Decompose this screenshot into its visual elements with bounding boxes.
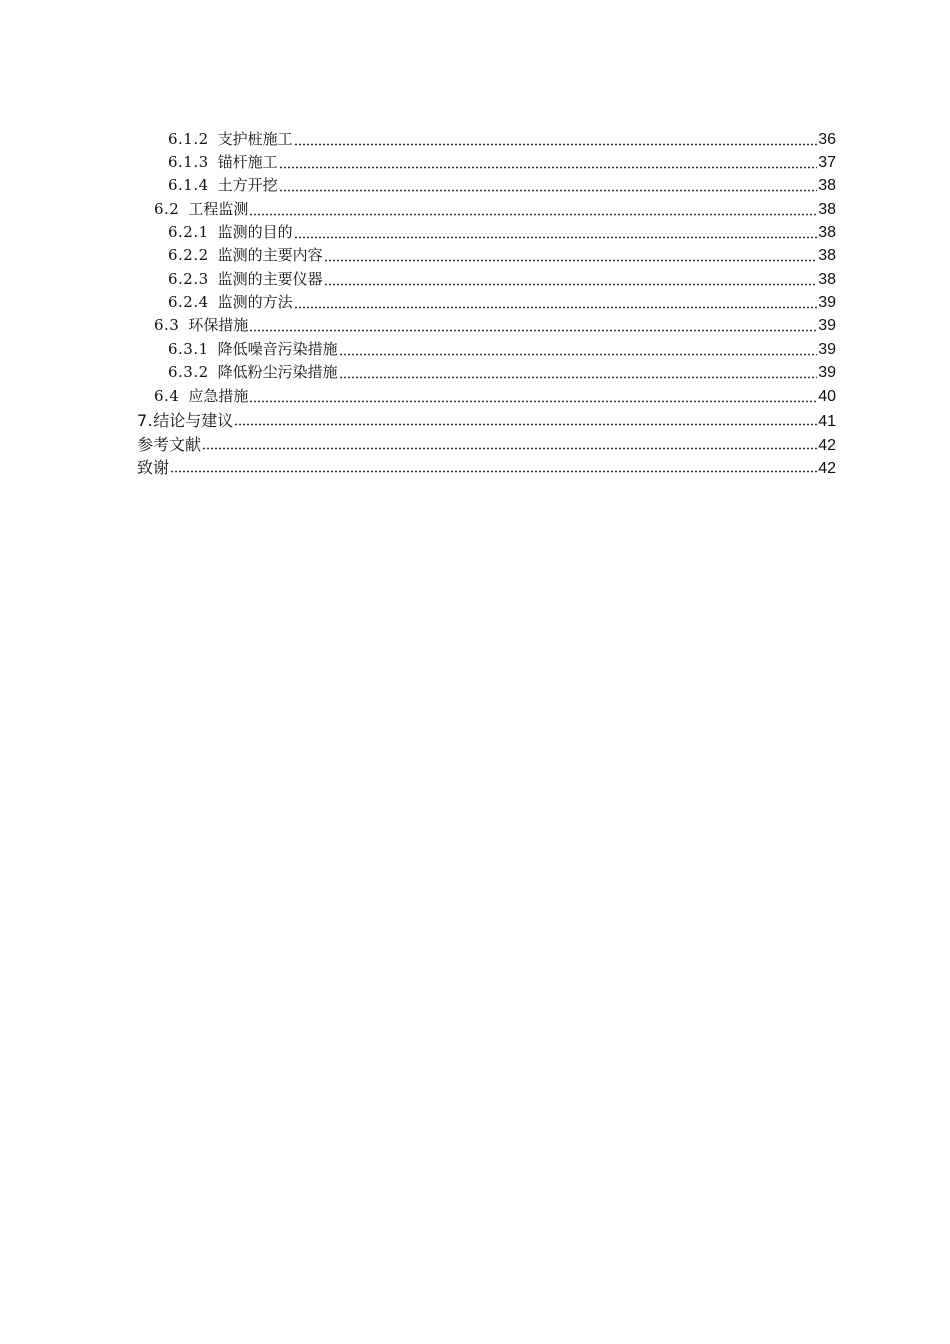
toc-entry-page: 39 — [818, 317, 836, 334]
dot-leader — [249, 400, 817, 403]
toc-entry-number: 6.1.2 — [168, 130, 209, 148]
toc-entry-page: 39 — [818, 341, 836, 358]
toc-entry-page: 39 — [818, 364, 836, 381]
toc-entry-6-1-4[interactable] — [168, 174, 836, 197]
toc-entry-number: 6.1.4 — [168, 176, 209, 194]
toc-entry-6-4[interactable] — [154, 385, 836, 408]
toc-entry-title: 致谢 — [137, 458, 170, 477]
toc-entry-7[interactable] — [137, 408, 836, 431]
toc-entry-6-2[interactable] — [154, 198, 836, 221]
toc-entry-page: 38 — [818, 224, 836, 241]
toc-entry-acknowledgements[interactable] — [137, 455, 836, 478]
toc-entry-6-3-1[interactable] — [168, 338, 836, 361]
toc-entry-page: 42 — [818, 460, 836, 477]
toc-entry-page: 38 — [818, 201, 836, 218]
toc-entry-page: 41 — [818, 413, 836, 430]
dot-leader — [279, 189, 818, 192]
dot-leader — [294, 143, 818, 146]
toc-entry-number: 6.3 — [154, 316, 180, 334]
toc-entry-6-3-2[interactable] — [168, 361, 836, 384]
dot-leader — [202, 447, 817, 450]
dot-leader — [324, 259, 818, 262]
dot-leader — [234, 423, 817, 426]
toc-entry-6-2-4[interactable] — [168, 291, 836, 314]
toc-entry-title: 监测的主要内容 — [217, 246, 323, 264]
toc-entry-number: 7. — [137, 411, 154, 430]
dot-leader — [294, 236, 818, 239]
toc-entry-number: 6.2.3 — [168, 270, 209, 288]
toc-entry-number: 6.2.4 — [168, 293, 209, 311]
dot-leader — [339, 353, 818, 356]
toc-entry-page: 37 — [818, 154, 836, 171]
toc-entry-6-2-2[interactable] — [168, 244, 836, 267]
toc-entry-page: 42 — [818, 437, 836, 454]
toc-entry-number: 6.3.2 — [168, 363, 209, 381]
toc-entry-page: 39 — [818, 294, 836, 311]
dot-leader — [339, 376, 818, 379]
toc-entry-number: 6.2.1 — [168, 223, 209, 241]
dot-leader — [279, 166, 818, 169]
toc-entry-title: 监测的主要仪器 — [217, 270, 323, 288]
toc-entry-number: 6.2.2 — [168, 246, 209, 264]
toc-entry-page: 36 — [818, 131, 836, 148]
toc-entry-6-2-1[interactable] — [168, 221, 836, 244]
toc-entry-title: 降低粉尘污染措施 — [217, 363, 338, 381]
dot-leader — [294, 306, 818, 309]
toc-entry-title: 支护桩施工 — [217, 130, 293, 148]
toc-entry-6-1-3[interactable] — [168, 151, 836, 174]
toc-entry-title: 工程监测 — [188, 200, 249, 218]
dot-leader — [170, 470, 817, 473]
dot-leader — [324, 283, 818, 286]
toc-entry-number: 6.2 — [154, 200, 180, 218]
toc-entry-page: 40 — [818, 388, 836, 405]
toc-entry-references[interactable] — [137, 432, 836, 455]
dot-leader — [249, 213, 817, 216]
toc-entry-page: 38 — [818, 271, 836, 288]
toc-entry-title: 锚杆施工 — [217, 153, 278, 171]
toc-entry-6-2-3[interactable] — [168, 268, 836, 291]
toc-entry-title: 监测的方法 — [217, 293, 293, 311]
toc-entry-number: 6.4 — [154, 387, 180, 405]
toc-entry-page: 38 — [818, 247, 836, 264]
toc-entry-page: 38 — [818, 177, 836, 194]
toc-entry-number: 6.3.1 — [168, 340, 209, 358]
toc-entry-6-1-2[interactable] — [168, 128, 836, 151]
toc-entry-title: 降低噪音污染措施 — [217, 340, 338, 358]
toc-entry-title: 应急措施 — [188, 387, 249, 405]
dot-leader — [249, 329, 817, 332]
toc-entry-6-3[interactable] — [154, 314, 836, 337]
toc-entry-title: 结论与建议 — [153, 411, 234, 430]
toc-entry-title: 环保措施 — [188, 316, 249, 334]
toc-entry-title: 参考文献 — [137, 435, 202, 454]
toc-entry-title: 监测的目的 — [217, 223, 293, 241]
toc-entry-title: 土方开挖 — [217, 176, 278, 194]
toc-entry-number: 6.1.3 — [168, 153, 209, 171]
